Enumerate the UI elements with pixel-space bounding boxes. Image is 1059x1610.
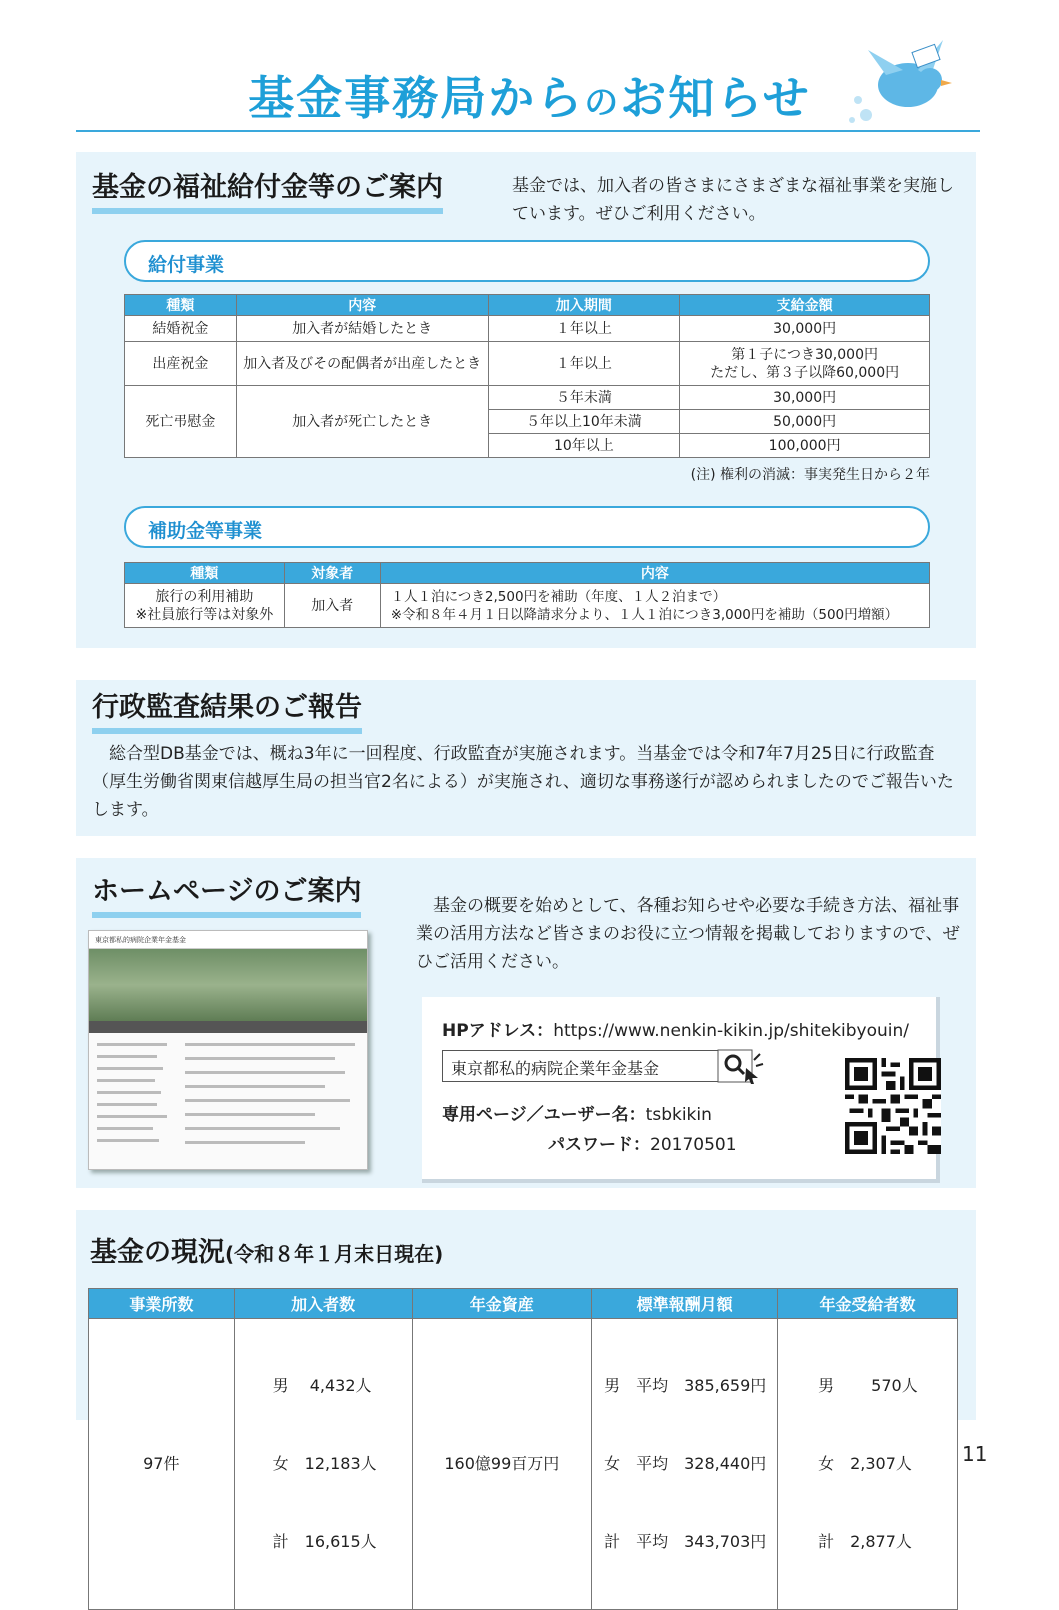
table-cell: ５年未満 <box>488 386 680 410</box>
table-cell <box>680 342 930 386</box>
column-header: 加入期間 <box>488 295 680 316</box>
screenshot-line <box>185 1127 340 1130</box>
hp-url-link[interactable]: https://www.nenkin-kikin.jp/shitekibyouin/ <box>553 1021 910 1041</box>
screenshot-line <box>185 1043 355 1046</box>
column-header: 支給金額 <box>680 295 930 316</box>
screenshot-line <box>97 1043 167 1046</box>
status-heading <box>90 1230 443 1269</box>
screenshot-line <box>185 1141 305 1144</box>
column-header: 加入者数 <box>234 1289 412 1319</box>
pensioners-cell <box>778 1319 958 1610</box>
benefits-note: (注) 権利の消滅：事実発生日から２年 <box>690 467 930 483</box>
table-header-row <box>125 563 930 584</box>
table-cell: 100,000円 <box>680 434 930 458</box>
table-cell: 死亡弔慰金 <box>125 386 237 458</box>
table-cell: 加入者 <box>284 584 380 628</box>
user-name-line <box>442 1100 712 1125</box>
status-date-note: (令和８年１月末日現在) <box>225 1242 444 1266</box>
welfare-heading: 基金の福祉給付金等のご案内 <box>92 168 443 214</box>
table-cell <box>125 584 285 628</box>
amount-line: ただし、第３子以降60,000円 <box>710 364 900 381</box>
hp-address-label: HPアドレス： <box>442 1021 554 1041</box>
salary-female: 女 平均 328,440円 <box>604 1454 767 1473</box>
screenshot-line <box>185 1085 325 1088</box>
table-cell: １年以上 <box>488 316 680 342</box>
table-cell: 結婚祝金 <box>125 316 237 342</box>
screenshot-line <box>185 1057 335 1060</box>
screenshot-line <box>97 1139 159 1142</box>
salary-total: 計 平均 343,703円 <box>604 1532 767 1551</box>
screenshot-line <box>97 1115 167 1118</box>
password-line <box>548 1130 737 1155</box>
search-input[interactable]: 東京都私的病院企業年金基金 <box>442 1050 726 1082</box>
column-header: 内容 <box>236 295 488 316</box>
subsidy-content: １人１泊につき2,500円を補助（年度、１人２泊まで） <box>390 588 727 605</box>
table-row <box>125 316 930 342</box>
pensioners-male: 男 570人 <box>818 1376 918 1395</box>
qr-code-icon[interactable] <box>845 1058 941 1154</box>
hp-address <box>442 1016 909 1041</box>
table-cell: 加入者及びその配偶者が出産したとき <box>236 342 488 386</box>
salary-cell <box>592 1319 778 1610</box>
table-cell <box>380 584 929 628</box>
subsidy-label-pill <box>124 506 930 548</box>
page-number: 11 <box>962 1442 988 1466</box>
column-header: 事業所数 <box>89 1289 235 1319</box>
table-header-row <box>89 1289 958 1319</box>
search-icon[interactable] <box>718 1048 764 1084</box>
table-header-row <box>125 295 930 316</box>
status-table <box>88 1288 958 1610</box>
user-name-value: tsbkikin <box>645 1105 712 1125</box>
screenshot-line <box>97 1091 161 1094</box>
table-cell: 30,000円 <box>680 316 930 342</box>
audit-heading: 行政監査結果のご報告 <box>92 688 362 734</box>
column-header: 種類 <box>125 563 285 584</box>
table-row <box>125 342 930 386</box>
benefits-table <box>124 294 930 458</box>
table-cell: 50,000円 <box>680 410 930 434</box>
table-cell: 加入者が死亡したとき <box>236 386 488 458</box>
table-row <box>125 584 930 628</box>
title-part1: 基金事務局から <box>248 71 585 125</box>
pensioners-total: 計 2,877人 <box>818 1532 912 1551</box>
salary-male: 男 平均 385,659円 <box>604 1376 767 1395</box>
table-cell: 加入者が結婚したとき <box>236 316 488 342</box>
column-header: 対象者 <box>284 563 380 584</box>
table-cell: ５年以上10年未満 <box>488 410 680 434</box>
screenshot-line <box>97 1079 155 1082</box>
screenshot-banner-image <box>89 949 367 1021</box>
password-label: パスワード： <box>548 1135 650 1155</box>
column-header: 年金資産 <box>412 1289 592 1319</box>
subsidy-content-note: ※令和８年４月１日以降請求分より、１人１泊につき3,000円を補助（500円増額） <box>390 606 899 623</box>
screenshot-line <box>97 1103 157 1106</box>
user-name-label: 専用ページ／ユーザー名： <box>442 1105 646 1125</box>
members-cell <box>234 1319 412 1610</box>
screenshot-line <box>97 1055 157 1058</box>
column-header: 内容 <box>380 563 929 584</box>
screenshot-line <box>185 1113 315 1116</box>
subsidy-type-note: ※社員旅行等は対象外 <box>135 606 274 623</box>
table-cell: 30,000円 <box>680 386 930 410</box>
benefits-label: 給付事業 <box>148 254 225 276</box>
amount-line: 第１子につき30,000円 <box>731 346 878 363</box>
title-part3: お知らせ <box>620 71 811 125</box>
audit-body: 総合型DB基金では、概ね3年に一回程度、行政監査が実施されます。当基金では令和7年7月25日に行政監査（厚生労働省関東信越厚生局の担当官2名による）が実施され、適切な事務遂行が認められましたのでご報告いたします。 <box>92 744 954 820</box>
homepage-intro: 基金の概要を始めとして、各種お知らせや必要な手続き方法、福祉事業の活用方法など皆さまのお役に立つ情報を掲載しておりますので、ぜひご活用ください。 <box>416 896 960 972</box>
subsidy-label: 補助金等事業 <box>148 520 263 542</box>
screenshot-nav-bar <box>89 1021 367 1033</box>
members-female: 女 12,183人 <box>272 1454 377 1473</box>
subsidy-type: 旅行の利用補助 <box>155 588 254 605</box>
benefits-label-pill <box>124 240 930 282</box>
table-row <box>89 1319 958 1610</box>
column-header: 年金受給者数 <box>778 1289 958 1319</box>
pensioners-female: 女 2,307人 <box>818 1454 912 1473</box>
pension-assets: 160億99百万円 <box>412 1319 592 1610</box>
title-part2: の <box>584 83 621 123</box>
title-divider <box>76 130 980 132</box>
welfare-intro: 基金では、加入者の皆さまにさまざまな福祉事業を実施しています。ぜひご利用ください。 <box>512 176 954 224</box>
members-total: 計 16,615人 <box>272 1532 377 1551</box>
column-header: 種類 <box>125 295 237 316</box>
screenshot-line <box>97 1067 163 1070</box>
password-value: 20170501 <box>650 1135 737 1155</box>
table-cell: 出産祝金 <box>125 342 237 386</box>
homepage-heading: ホームページのご案内 <box>92 872 361 918</box>
table-row <box>125 386 930 410</box>
screenshot-site-title: 東京都私的病院企業年金基金 <box>89 931 367 949</box>
subsidy-table <box>124 562 930 628</box>
table-cell: １年以上 <box>488 342 680 386</box>
bird-with-letter-icon <box>848 30 958 130</box>
screenshot-line <box>97 1127 153 1130</box>
table-cell: 10年以上 <box>488 434 680 458</box>
homepage-screenshot <box>88 930 368 1170</box>
offices-count: 97件 <box>89 1319 235 1610</box>
status-title: 基金の現況 <box>90 1237 225 1268</box>
screenshot-line <box>185 1099 350 1102</box>
column-header: 標準報酬月額 <box>592 1289 778 1319</box>
members-male: 男 4,432人 <box>272 1376 372 1395</box>
screenshot-line <box>185 1071 345 1074</box>
